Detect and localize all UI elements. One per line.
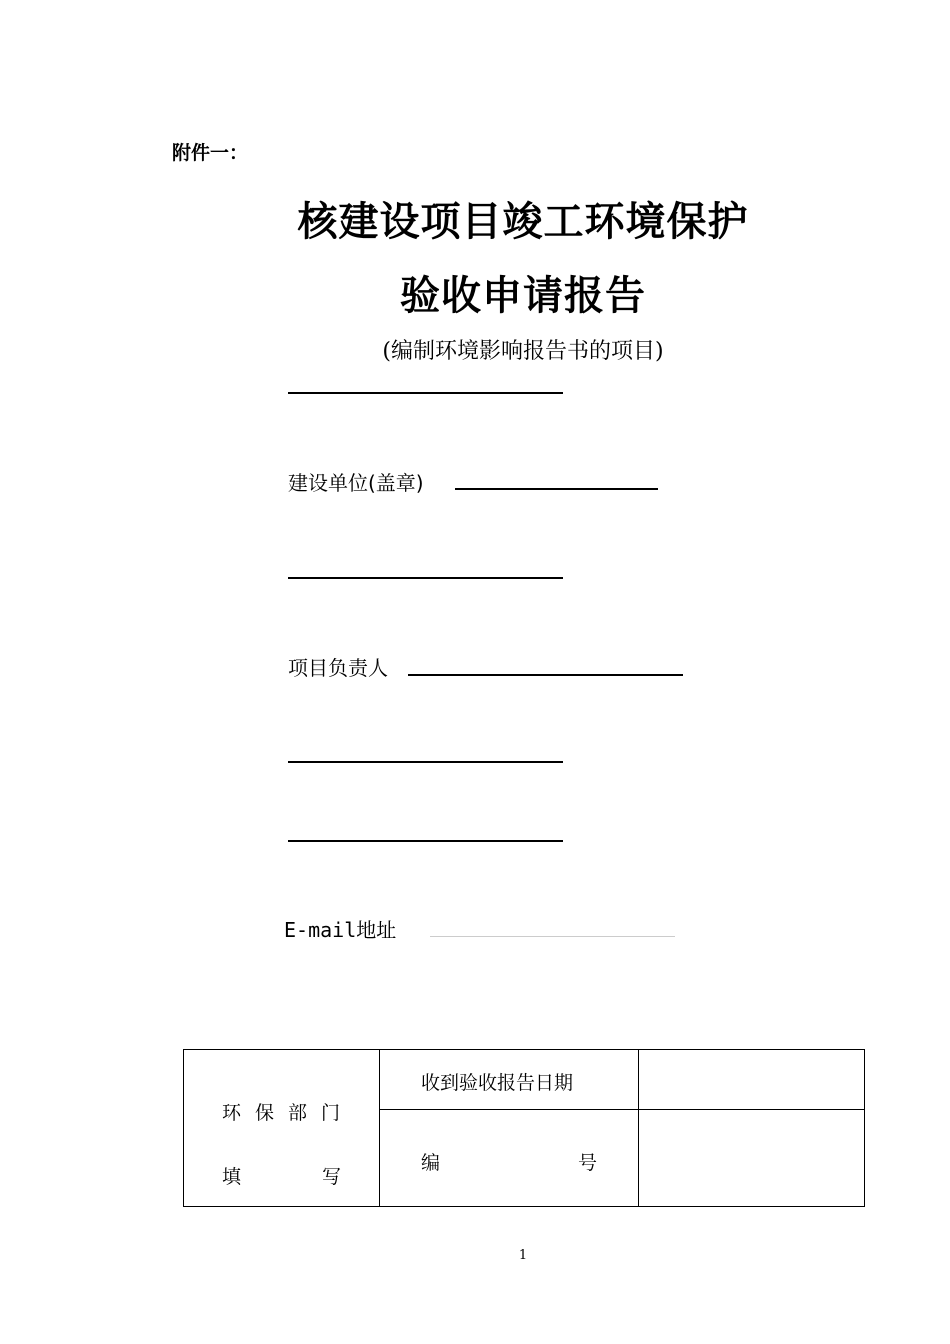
receipt-table xyxy=(183,1049,865,1207)
dept-label-line2-a: 填 xyxy=(222,1166,242,1188)
blank-line-6[interactable] xyxy=(288,840,563,842)
number-label-b: 号 xyxy=(578,1152,598,1174)
construction-unit-blank-line[interactable] xyxy=(455,488,658,490)
document-title-line1: 核建设项目竣工环境保护 xyxy=(297,199,749,245)
received-date-label-cell xyxy=(380,1050,639,1110)
blank-line-3[interactable] xyxy=(288,577,563,579)
page-number: 1 xyxy=(518,1248,528,1263)
document-subtitle: (编制环境影响报告书的项目) xyxy=(382,339,664,364)
number-label-cell xyxy=(380,1110,639,1207)
project-leader-label: 项目负责人 xyxy=(288,656,388,680)
received-date-value-cell[interactable] xyxy=(639,1050,865,1110)
number-value-cell[interactable] xyxy=(639,1110,865,1207)
email-blank-line[interactable] xyxy=(430,936,675,937)
blank-line-5[interactable] xyxy=(288,761,563,763)
project-name-blank-line[interactable] xyxy=(288,392,563,394)
number-label-a: 编 xyxy=(421,1152,441,1174)
dept-fill-cell xyxy=(184,1050,380,1207)
dept-label-line1: 环保部门 xyxy=(222,1102,355,1124)
annex-label: 附件一： xyxy=(172,142,249,164)
dept-label-line2-b: 写 xyxy=(322,1166,342,1188)
project-leader-blank-line[interactable] xyxy=(408,674,683,676)
email-label: E-mail地址 xyxy=(284,918,397,942)
construction-unit-label: 建设单位(盖章) xyxy=(288,471,424,495)
received-date-label: 收到验收报告日期 xyxy=(421,1072,574,1094)
document-title-line2: 验收申请报告 xyxy=(400,273,646,319)
